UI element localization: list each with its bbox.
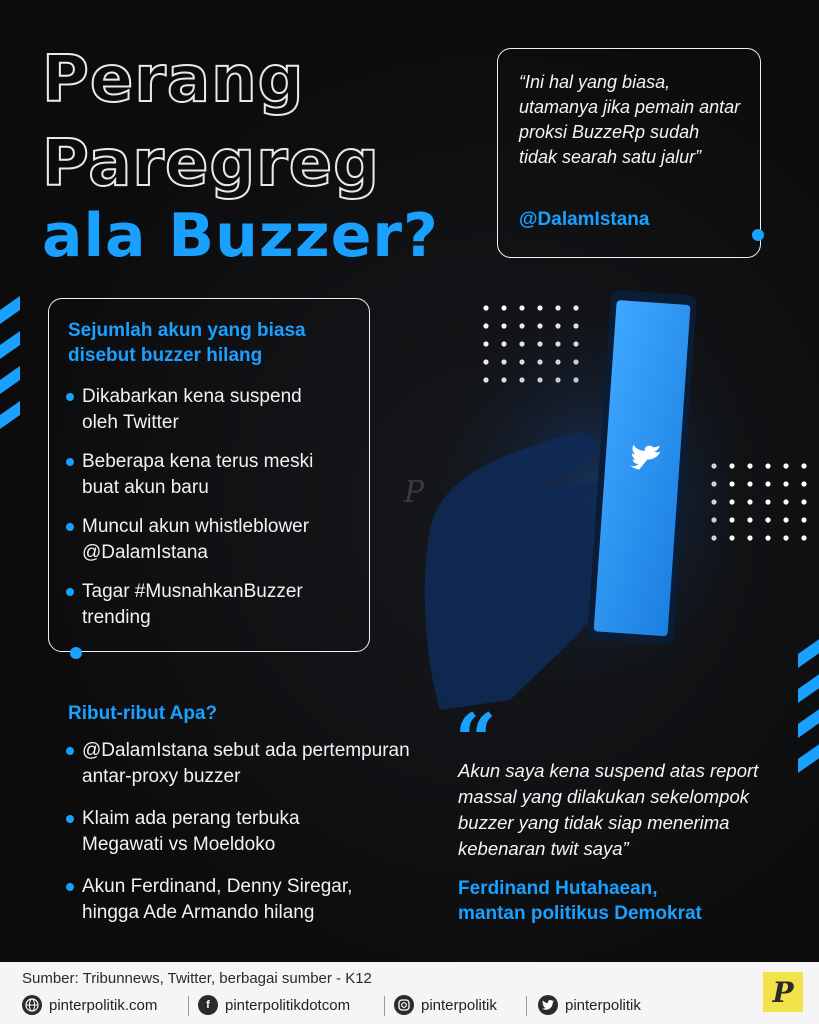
footer-separator bbox=[188, 996, 189, 1016]
top-quote-dot bbox=[752, 229, 764, 241]
title-line-2: Paregreg bbox=[42, 127, 380, 201]
list-item: Muncul akun whistleblower @DalamIstana bbox=[82, 514, 362, 566]
bullet-dot bbox=[66, 393, 74, 401]
bullet-dot bbox=[66, 883, 74, 891]
twitter-icon bbox=[538, 995, 558, 1015]
svg-text:P: P bbox=[404, 475, 425, 510]
footer-link-website[interactable]: pinterpolitik.com bbox=[22, 994, 157, 1016]
accounts-box-dot bbox=[70, 647, 82, 659]
title-line-3: ala Buzzer? bbox=[42, 201, 439, 271]
instagram-icon bbox=[394, 995, 414, 1015]
footer-link-twitter[interactable]: pinterpolitik bbox=[538, 994, 641, 1016]
globe-icon bbox=[22, 995, 42, 1015]
list-item: Akun Ferdinand, Denny Siregar, hingga Ade Armando hilang bbox=[82, 874, 412, 926]
ribut-heading: Ribut-ribut Apa? bbox=[68, 703, 218, 724]
facebook-icon: f bbox=[198, 995, 218, 1015]
hand-phone-illustration bbox=[400, 280, 730, 720]
title-line-1: Perang bbox=[42, 43, 305, 117]
bottom-quote-author-role: mantan politikus Demokrat bbox=[458, 903, 702, 924]
quote-mark-icon: “ bbox=[455, 697, 497, 782]
bullet-dot bbox=[66, 458, 74, 466]
list-item: Klaim ada perang terbuka Megawati vs Moeldoko bbox=[82, 806, 372, 858]
pinterpolitik-logo: P bbox=[763, 972, 803, 1012]
accounts-heading: Sejumlah akun yang biasa disebut buzzer hilang bbox=[68, 320, 306, 366]
bullet-dot bbox=[66, 747, 74, 755]
list-item: @DalamIstana sebut ada pertempuran antar-proxy buzzer bbox=[82, 738, 412, 790]
bottom-quote-text: Akun saya kena suspend atas report massal yang dilakukan sekelompok buzzer yang tidak siap menerima kebenaran twit saya” bbox=[458, 760, 759, 859]
source-text: Sumber: Tribunnews, Twitter, berbagai sumber - K12 bbox=[22, 970, 372, 987]
bullet-dot bbox=[66, 588, 74, 596]
bullet-dot bbox=[66, 815, 74, 823]
footer-link-facebook[interactable]: f pinterpolitikdotcom bbox=[198, 994, 350, 1016]
footer-separator bbox=[526, 996, 527, 1016]
top-quote-author: @DalamIstana bbox=[519, 209, 650, 230]
footer-link-instagram[interactable]: pinterpolitik bbox=[394, 994, 497, 1016]
list-item: Beberapa kena terus meski buat akun baru bbox=[82, 449, 342, 501]
bottom-quote-author: Ferdinand Hutahaean, bbox=[458, 878, 658, 899]
list-item: Dikabarkan kena suspend oleh Twitter bbox=[82, 384, 342, 436]
bullet-dot bbox=[66, 523, 74, 531]
footer bbox=[0, 962, 819, 1024]
top-quote-text: “Ini hal yang biasa, utamanya jika pemain antar proksi BuzzeRp sudah tidak searah satu jalur” bbox=[519, 72, 741, 167]
list-item: Tagar #MusnahkanBuzzer trending bbox=[82, 579, 352, 631]
footer-separator bbox=[384, 996, 385, 1016]
